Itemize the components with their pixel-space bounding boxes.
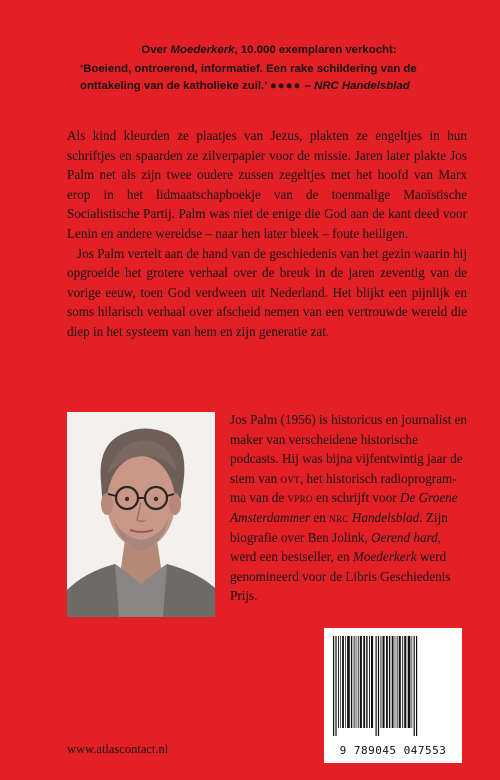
- barcode-bar: [360, 636, 362, 728]
- barcode-bar: [416, 636, 417, 736]
- barcode-bar: [354, 636, 355, 728]
- barcode-bar: [371, 636, 373, 728]
- barcode-bar: [347, 636, 350, 728]
- barcode-bar: [345, 636, 346, 728]
- sales-line: Over Moederkerk, 10.000 exemplaren verkocht:: [141, 44, 397, 56]
- barcode-bar: [356, 636, 357, 728]
- barcode-bar: [366, 636, 367, 728]
- author-portrait-illustration: [67, 412, 215, 617]
- barcode-bar: [342, 636, 344, 728]
- barcode-bar: [408, 636, 411, 728]
- barcode-bar: [338, 636, 339, 728]
- barcode-bar: [414, 636, 415, 736]
- barcode-bar: [386, 636, 388, 728]
- barcode-bar: [404, 636, 406, 728]
- description: [67, 126, 467, 342]
- quote-source: – NRC Handelsblad: [304, 80, 410, 92]
- author-photo: [67, 412, 215, 617]
- barcode-bar: [412, 636, 413, 728]
- description-paragraph-2: Jos Palm vertelt aan de hand van de geschiedenis van het gezin waarin hij opgroeide het grotere verhaal over de breuk in de jaren zeventig van de vorige eeuw, toen God verdween uit Nederland. Het blijkt een pijnlijk en soms hilarisch verhaal over afscheid nemen van een vertrouwde wereld die diep in het systeem van hem en zijn generatie zat.: [67, 245, 467, 339]
- isbn-number: 9 789045 047553: [339, 744, 447, 757]
- barcode-bar: [340, 636, 341, 728]
- press-blurb: [80, 42, 458, 95]
- barcode-bar: [358, 636, 359, 728]
- barcode-bar: [335, 636, 336, 736]
- barcode-bar: [378, 636, 379, 736]
- barcode-bar: [376, 636, 377, 736]
- isbn-barcode: [324, 628, 462, 763]
- quote-line-2: onttakeling van de katholieke zuil.’ ●●●● – NRC Handelsblad: [80, 80, 410, 92]
- book-title: Moederkerk: [170, 44, 235, 56]
- barcode-bar: [402, 636, 403, 728]
- barcode-bar: [363, 636, 365, 728]
- rating-dots: ●●●●: [269, 80, 302, 92]
- publisher-url: www.atlascontact.nl: [67, 742, 169, 756]
- barcode-bar: [351, 636, 352, 728]
- barcode-bars: [331, 636, 455, 736]
- barcode-bar: [395, 636, 396, 728]
- barcode-bar: [369, 636, 370, 728]
- barcode-bar: [389, 636, 390, 728]
- quote-line-1: ‘Boeiend, ontroerend, informatief. Een rake schildering van de: [80, 63, 417, 75]
- barcode-bar: [381, 636, 382, 728]
- description-paragraph-1: Als kind kleurden ze plaatjes van Jezus, plakten ze engeltjes in hun schriftjes en spaarden ze zilverpapier voor de missie. Jaren later plakte Jos Palm net als zijn twee oudere zussen zegeltjes met het hoofd van Marx erop in het lidmaatschapboekje van de toenmalige Maoïstische Socialistische Partij. Palm was niet de enige die God aan de kant deed voor Lenin en andere wereldse – naar hen later bleek – foute heiligen.: [67, 128, 467, 241]
- barcode-bar: [333, 636, 334, 736]
- barcode-bar: [399, 636, 401, 728]
- author-bio: Jos Palm (1956) is historicus en journalist en maker van verscheidene historische podcasts. Hij was bijna vijfentwintig jaar de stem van ovt, het historisch radioprogramma van de vpro en schrijft voor De Groene Amsterdammer en nrc Handelsblad. Zijn biografie over Ben Jolink, Oerend hard, werd een bestseller, en Moederkerk werd genomineerd voor de Libris Geschiedenis Prijs.: [230, 412, 467, 604]
- barcode-bar: [383, 636, 385, 728]
- barcode-bar: [392, 636, 394, 728]
- barcode-bar: [397, 636, 398, 728]
